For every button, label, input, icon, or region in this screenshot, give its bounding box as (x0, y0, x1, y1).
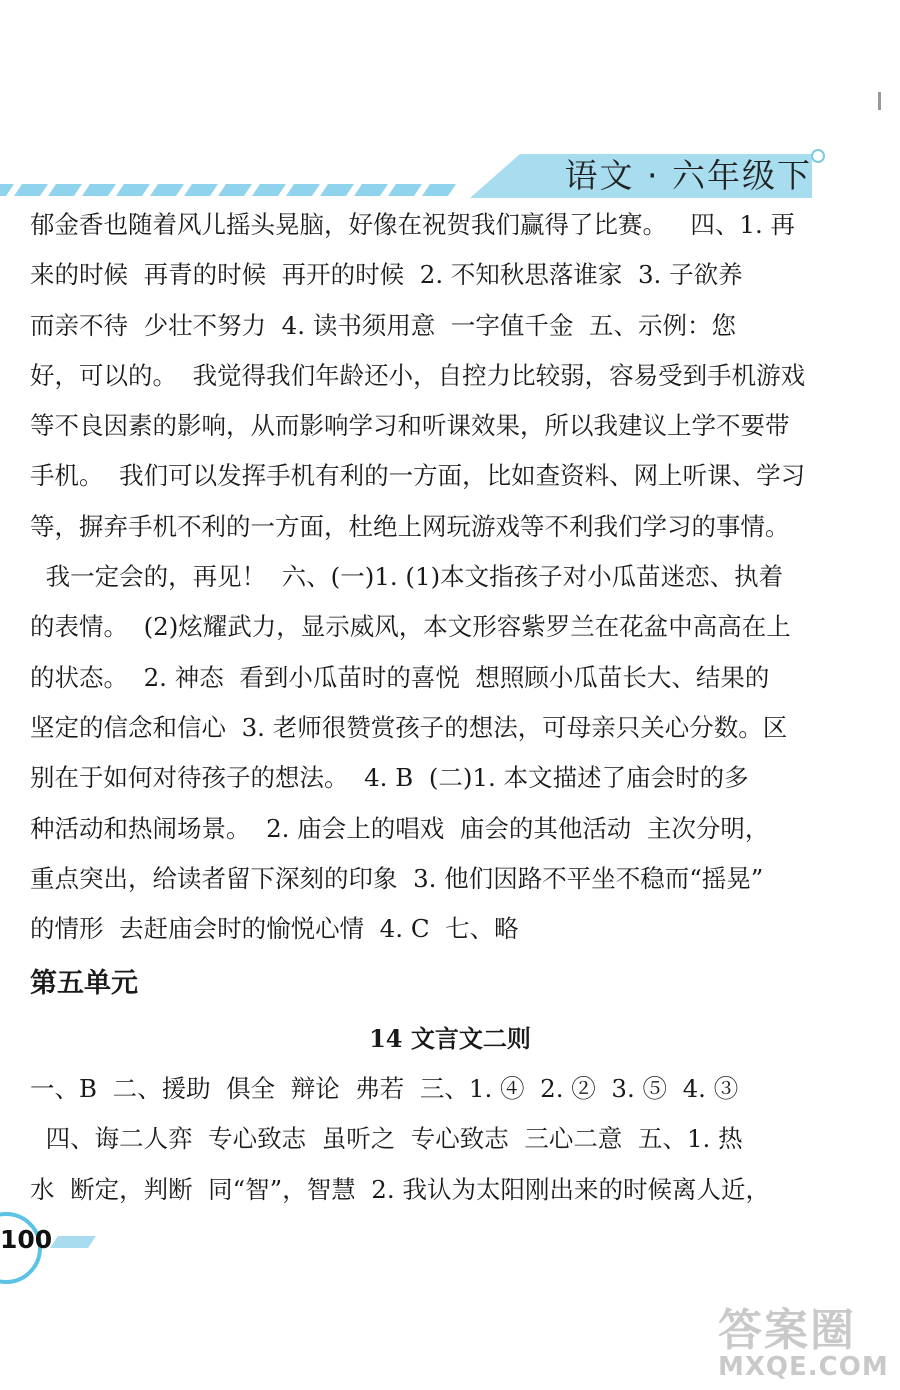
text-line: 一、B 二、援助 俱全 辩论 弗若 三、1. ④ 2. ② 3. ⑤ 4. ③ (30, 1074, 739, 1103)
text-line: 手机。 我们可以发挥手机有利的一方面，比如查资料、网上听课、学习 (30, 461, 806, 491)
text-line: 好，可以的。 我觉得我们年龄还小，自控力比较弱，容易受到手机游戏 (30, 360, 806, 390)
text-line: 的表情。 (2)炫耀武力，显示威风，本文形容紫罗兰在花盆中高高在上 (30, 612, 791, 642)
text-line: 别在于如何对待孩子的想法。 4. B (二)1. 本文描述了庙会时的多 (30, 763, 749, 793)
text-line: 种活动和热闹场景。 2. 庙会上的唱戏 庙会的其他活动 主次分明， (30, 813, 770, 843)
text-line: 等，摒弃手机不利的一方面，杜绝上网玩游戏等不利我们学习的事情。 (30, 511, 790, 541)
watermark-logo: 答案圈 (718, 1305, 856, 1356)
lesson-answer-block (30, 1064, 830, 1215)
footer-stripe (50, 1236, 100, 1250)
text-line: 等不良因素的影响，从而影响学习和听课效果，所以我建议上学不要带 (30, 411, 790, 441)
watermark-url: MXQE.COM (718, 1352, 889, 1382)
scan-mark (878, 92, 881, 110)
answer-text-block (30, 200, 830, 954)
text-line: 水 断定，判断 同“智”，智慧 2. 我认为太阳刚出来的时候离人近， (30, 1174, 770, 1204)
text-line: 我一定会的，再见！ 六、(一)1. (1)本文指孩子对小瓜苗迷恋、执着 (30, 562, 784, 592)
text-line: 郁金香也随着风儿摇头晃脑，好像在祝贺我们赢得了比赛。 四、1. 再 (30, 210, 796, 239)
text-line: 来的时候 再青的时候 再开的时候 2. 不知秋思落谁家 3. 子欲养 (30, 260, 743, 290)
text-line: 重点突出，给读者留下深刻的印象 3. 他们因路不平坐不稳而“摇晃” (30, 863, 764, 893)
text-line: 坚定的信念和信心 3. 老师很赞赏孩子的想法，可母亲只关心分数。区 (30, 712, 788, 742)
text-line: 的状态。 2. 神态 看到小瓜苗时的喜悦 想照顾小瓜苗长大、结果的 (30, 662, 770, 692)
watermark (718, 1294, 889, 1382)
subject-grade-title: 语文 · 六年级下 (564, 156, 812, 195)
lesson-heading: 14 文言文二则 (369, 1024, 531, 1053)
unit-heading: 第五单元 (30, 968, 138, 999)
page-number: 100 (0, 1225, 53, 1254)
text-line: 的情形 去赶庙会时的愉悦心情 4. C 七、略 (30, 914, 519, 944)
text-line: 四、诲二人弈 专心致志 虽听之 专心致志 三心二意 五、1. 热 (30, 1124, 743, 1154)
text-line: 而亲不待 少壮不努力 4. 读书须用意 一字值千金 五、示例：您 (30, 310, 736, 340)
